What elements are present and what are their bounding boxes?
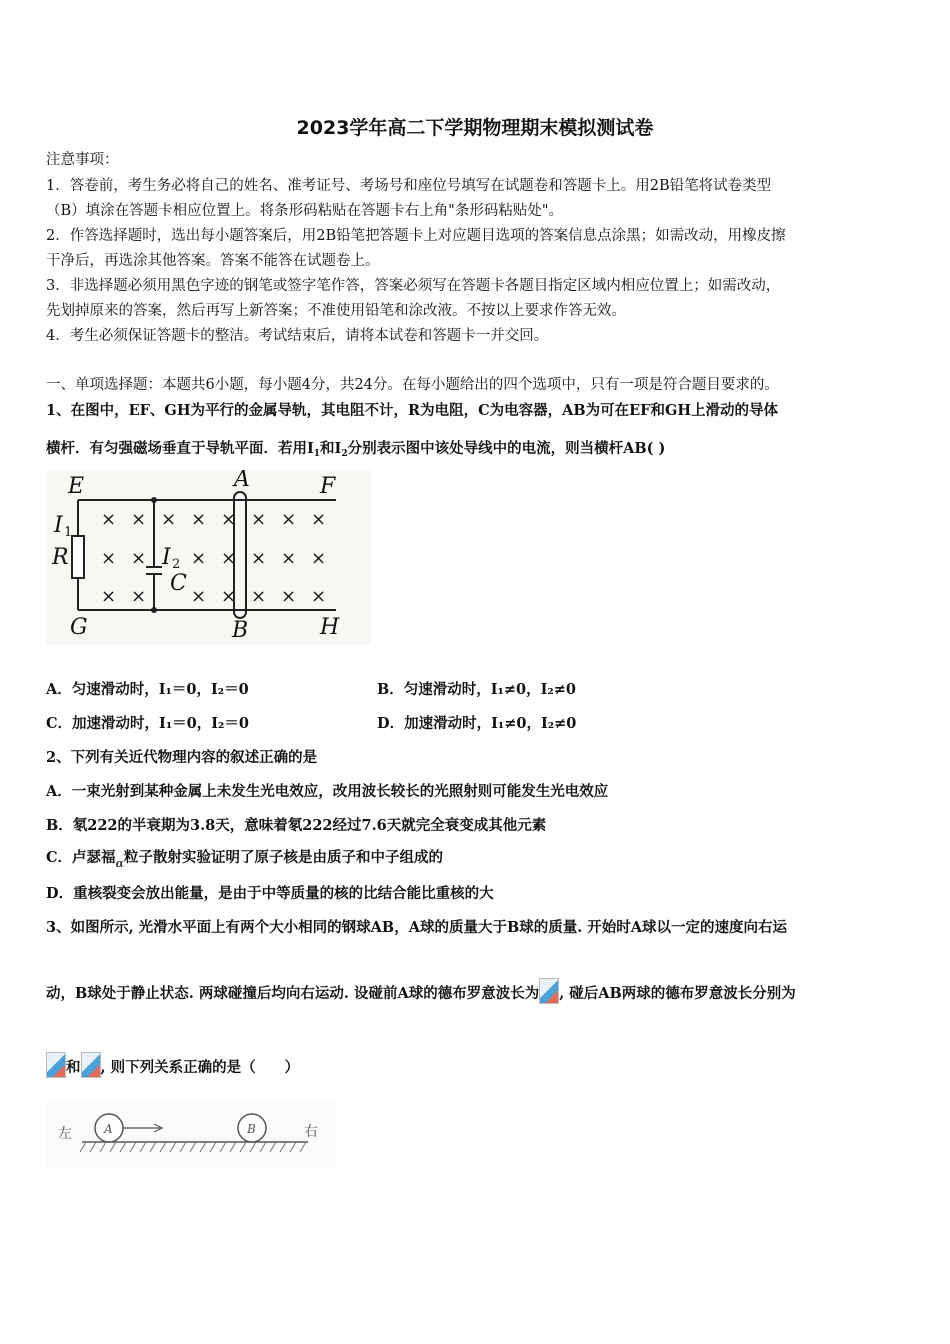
q3-collision-figure [46,1100,336,1168]
ball-b-label: B [247,1122,256,1136]
q1-circuit-figure [46,470,371,645]
q1-option-a: A．匀速滑动时，I₁＝0，I₂＝0 [46,681,249,698]
field-cross: × [131,586,147,607]
notice-line: 1．答卷前，考生务必将自己的姓名、准考证号、考场号和座位号填写在试题卷和答题卡上。用2B铅笔将试卷类型 [46,178,772,194]
q1-option-c: C．加速滑动时，I₁＝0，I₂＝0 [46,715,249,732]
label-left: 左 [58,1126,72,1142]
q3-text: , 则下列关系正确的是（ ） [100,1059,300,1076]
lambda-image-icon [539,978,559,1004]
notice-line: 2．作答选择题时，选出每小题答案后，用2B铅笔把答题卡上对应题目选项的答案信息点涂黑；如需改动，用橡皮擦 [46,228,786,244]
label-G: G [70,615,88,640]
label-H: H [320,615,340,640]
field-cross: × [251,586,267,607]
q1-option-d: D．加速滑动时，I₁≠0，I₂≠0 [377,715,577,732]
q2-option-d: D．重核裂变会放出能量，是由于中等质量的核的比结合能比重核的大 [46,885,494,902]
ball-a-label: A [104,1122,113,1136]
label-A: A [234,470,250,492]
label-R: R [52,545,69,570]
lambda-b-image-icon [81,1052,101,1078]
q1-stem-line2 [46,439,665,464]
q3-stem-line2 [46,978,796,1004]
field-cross: × [131,548,147,569]
field-cross: × [101,586,117,607]
field-cross: × [101,509,117,530]
q1-text: 横杆．有匀强磁场垂直于导轨平面．若用I [46,440,314,457]
q3-text: 和 [66,1059,81,1076]
section-heading: 一、单项选择题：本题共6小题，每小题4分，共24分。在每小题给出的四个选项中，只有一项是符合题目要求的。 [46,377,779,393]
label-I2: I [162,545,171,570]
field-cross: × [281,586,297,607]
field-cross: × [191,586,207,607]
field-cross: × [311,586,327,607]
field-cross: × [311,548,327,569]
notice-line: （B）填涂在答题卡相应位置上。将条形码粘贴在答题卡右上角"条形码粘贴处"。 [46,203,563,219]
notice-line: 干净后，再选涂其他答案。答案不能答在试题卷上。 [46,253,380,269]
page-title: 2023学年高二下学期物理期末模拟测试卷 [296,117,654,139]
field-cross: × [191,548,207,569]
notice-line: 先划掉原来的答案，然后再写上新答案；不准使用铅笔和涂改液。不按以上要求作答无效。 [46,303,626,319]
q1-stem-line1: 1、在图中，EF、GH为平行的金属导轨，其电阻不计，R为电阻，C为电容器，AB为可在EF和GH上滑动的导体 [46,402,779,419]
subscript: 2 [341,449,348,459]
q3-text: 动，B球处于静止状态. 两球碰撞后均向右运动. 设碰前A球的德布罗意波长为 [46,985,540,1002]
field-cross: × [221,509,237,530]
q1-text: 和I [320,440,342,457]
field-cross: × [251,548,267,569]
notice-line: 4．考生必须保证答题卡的整洁。考试结束后，请将本试卷和答题卡一并交回。 [46,328,549,344]
label-right: 右 [304,1124,318,1140]
field-cross: × [221,586,237,607]
field-cross: × [221,548,237,569]
label-E: E [68,474,85,499]
q2-option-b: B．氡222的半衰期为3.8天，意味着氡222经过7.6天就完全衰变成其他元素 [46,817,547,834]
label-I1-sub: 1 [64,525,73,540]
field-cross: × [101,548,117,569]
notice-heading: 注意事项： [46,152,119,168]
label-F: F [320,474,336,499]
q2-option-c-text: C．卢瑟福 [46,849,116,866]
alpha-symbol: α [115,857,125,870]
subscript: 1 [313,449,321,459]
q1-text: 分别表示图中该处导线中的电流，则当横杆AB( ) [347,440,666,457]
q2-stem: 2、下列有关近代物理内容的叙述正确的是 [46,749,318,766]
label-C: C [170,571,187,596]
label-I1: I [54,513,63,538]
field-cross: × [131,509,147,530]
q2-option-c-text: 粒子散射实验证明了原子核是由质子和中子组成的 [124,849,444,866]
q1-option-b: B．匀速滑动时，I₁≠0，I₂≠0 [377,681,576,698]
field-cross: × [251,509,267,530]
q3-stem-line3 [46,1052,299,1078]
q3-text: , 碰后AB两球的德布罗意波长分别为 [559,985,796,1002]
field-cross: × [281,548,297,569]
notice-line: 3．非选择题必须用黑色字迹的钢笔或签字笔作答，答案必须写在答题卡各题目指定区域内相应位置上；如需改动， [46,278,781,294]
q2-option-c [46,848,443,874]
label-B: B [232,618,249,643]
lambda-a-image-icon [46,1052,66,1078]
label-I2-sub: 2 [172,557,181,572]
field-cross: × [161,509,177,530]
field-cross: × [311,509,327,530]
q2-option-a: A．一束光射到某种金属上未发生光电效应，改用波长较长的光照射则可能发生光电效应 [46,783,609,800]
q3-stem-line1: 3、如图所示, 光滑水平面上有两个大小相同的钢球AB，A球的质量大于B球的质量. 开始时A球以一定的速度向右运 [46,919,788,936]
field-cross: × [281,509,297,530]
field-cross: × [191,509,207,530]
